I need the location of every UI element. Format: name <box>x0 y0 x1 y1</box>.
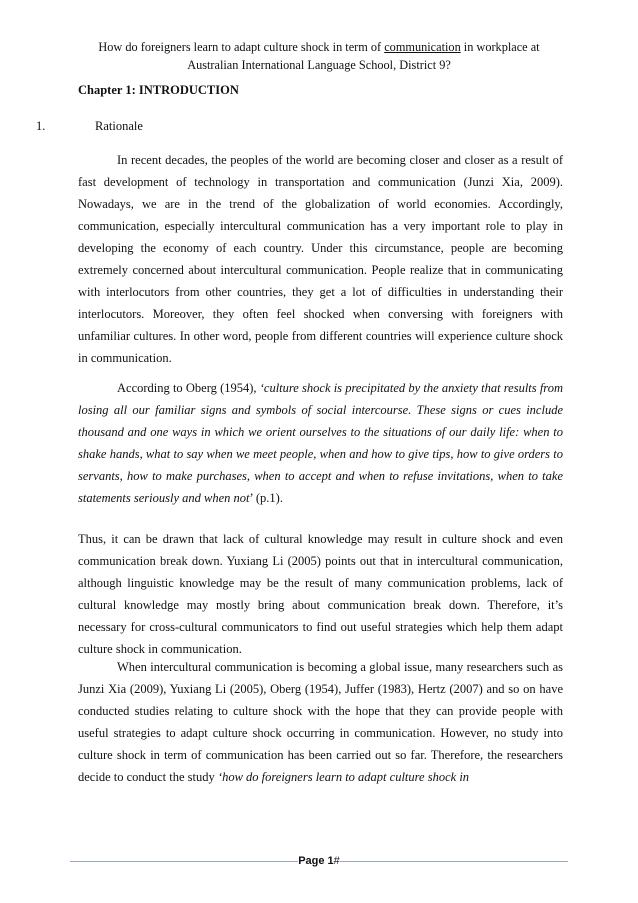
section-number: 1. <box>36 119 46 133</box>
page-label: Page <box>298 855 328 867</box>
paragraph-2-tail: ’ (p.1). <box>249 491 283 505</box>
footer-divider-left <box>70 861 298 862</box>
paragraph-4-quote: ‘how do foreigners learn to adapt culture shock in <box>217 770 470 784</box>
section-title: Rationale <box>95 119 143 133</box>
chapter-title: Chapter 1: INTRODUCTION <box>78 83 239 97</box>
paragraph-2-lead: According to Oberg (1954), <box>117 381 260 395</box>
header-line1-start: How do foreigners learn to adapt culture shock in term of <box>98 40 385 54</box>
paragraph-2 <box>78 377 563 509</box>
footer-divider-right <box>340 861 568 862</box>
header-underlined-word: communication <box>384 40 461 54</box>
page-number <box>298 853 340 869</box>
header-line2: Australian International Language School, District 9? <box>187 58 451 72</box>
header-line1-end: in workplace at <box>460 40 540 54</box>
paragraph-3 <box>78 528 563 660</box>
page-number-value: 1 <box>327 855 334 867</box>
paragraph-1-text: In recent decades, the peoples of the world are becoming closer and closer as a result of fast development of technology in transportation and communication (Junzi Xia, 2009). Nowadays, we are in the trend of the globalization of world economies. Accordingly, communication, especially intercultural communication has a very important role to play in developing the economy of each country. Under this circumstance, people are becoming extremely concerned about intercultural communication. People realize that in communicating with interlocutors from other countries, they get a lot of difficulties in understanding their interlocutors. Moreover, they often feel shocked when conversing with foreigners with unfamiliar cultures. In other word, people from different countries will experience culture shock in communication. <box>78 153 563 365</box>
paragraph-1 <box>78 149 563 369</box>
page-number-suffix: # <box>333 855 340 867</box>
paragraph-4-text <box>78 656 563 788</box>
paragraph-2-quote: ‘culture shock is precipitated by the anxiety that results from losing all our familiar signs and symbols of social intercourse. These signs or cues include thousand and one ways in which we orient ourselves to the situations of our daily life: when to shake hands, what to say when we meet people, when and how to give tips, how to give orders to servants, how to make purchases, when to accept and when to refuse invitations, when to take statements seriously and when not <box>78 381 563 505</box>
document-header <box>70 38 568 74</box>
paragraph-2-text <box>78 377 563 509</box>
paragraph-3-text: Thus, it can be drawn that lack of cultural knowledge may result in culture shock and even communication break down. Yuxiang Li (2005) points out that in intercultural communication, although linguistic knowledge may be the result of many communication problems, lack of cultural knowledge may mostly bring about communication break down. Therefore, it’s necessary for cross-cultural communicators to find out useful strategies which help them adapt culture shock in communication. <box>78 532 563 656</box>
paragraph-4 <box>78 656 563 788</box>
paragraph-4-lead: When intercultural communication is becoming a global issue, many researchers such as Junzi Xia (2009), Yuxiang Li (2005), Oberg (1954), Juffer (1983), Hertz (2007) and so on have conducted studies relating to culture shock with the hope that they can provide people with useful strategies to adapt culture shock occurring in communication. However, no study into culture shock in term of communication has been carried out so far. Therefore, the researchers decide to conduct the study <box>78 660 563 784</box>
